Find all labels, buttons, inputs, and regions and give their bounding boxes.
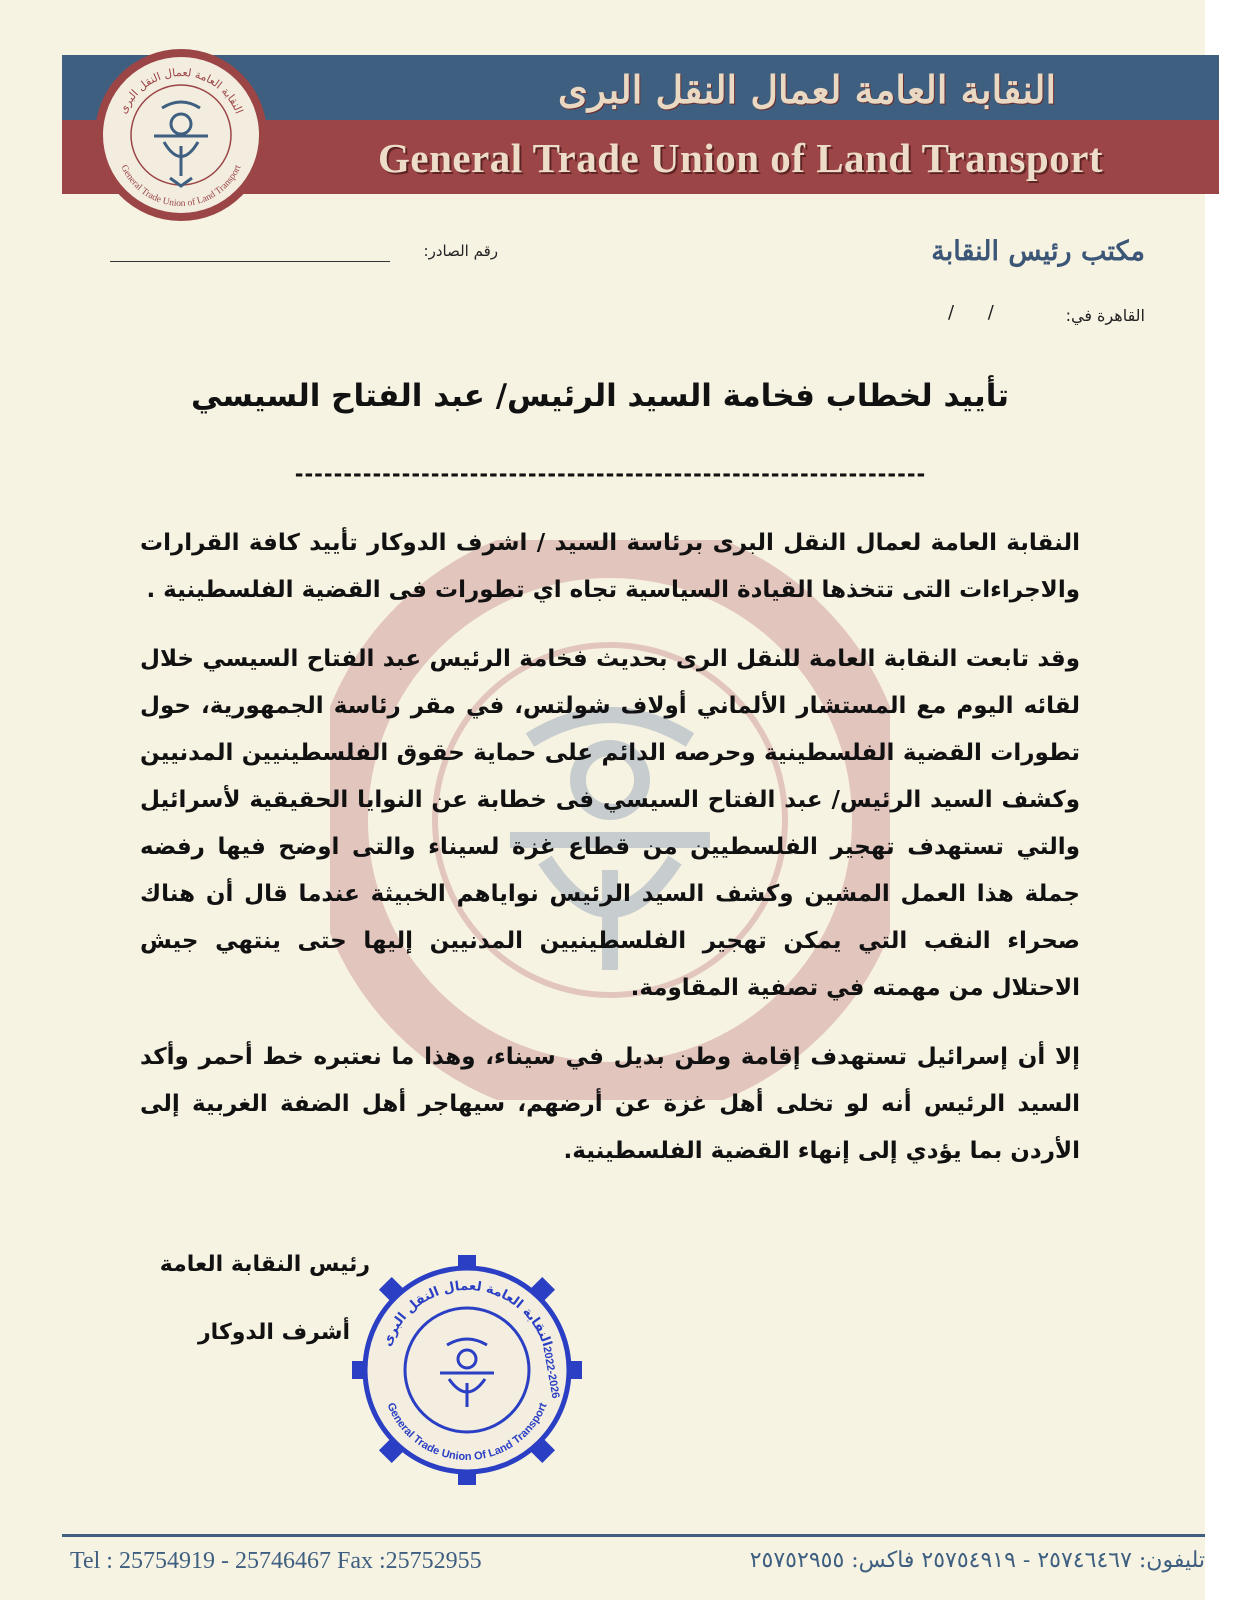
- org-name-arabic: النقابة العامة لعمال النقل البرى: [557, 67, 1056, 112]
- org-name-english: General Trade Union of Land Transport: [378, 135, 1104, 181]
- footer-divider: [62, 1534, 1205, 1537]
- document-title: تأييد لخطاب فخامة السيد الرئيس/ عبد الفتاح السيسي: [191, 378, 1009, 414]
- footer-contact-arabic: تليفون: ٢٥٧٤٦٤٦٧ - ٢٥٧٥٤٩١٩ فاكس: ٢٥٧٥٢٩٥٥: [749, 1548, 1205, 1573]
- footer-contact-english: Tel : 25754919 - 25746467 Fax :25752955: [70, 1548, 482, 1574]
- body-paragraph-1: النقابة العامة لعمال النقل البرى برئاسة السيد / اشرف الدوكار تأييد كافة القرارات والاجراءات التى تتخذها القيادة السياسية تجاه اي تطورات فى القضية الفلسطينية .: [140, 530, 1080, 603]
- page-edge: [1205, 0, 1236, 1600]
- reference-number-label: رقم الصادر:: [423, 242, 498, 260]
- logo-ring-text-en: General Trade Union of Land Transport: [118, 163, 244, 210]
- body-paragraph-2: وقد تابعت النقابة العامة للنقل الرى بحديث فخامة الرئيس عبد الفتاح السيسي خلال لقائه اليوم مع المستشار الألماني أولاف شولتس، في مقر رئاسة الجمهورية، حول تطورات القضية الفلسطينية وحرصه الدائم على حماية حقوق الفلسطينيين المدنيين وكشف السيد الرئيس/ عبد الفتاح السيسي فى خطابة عن النوايا الحقيقية لأسرائيل والتي تستهدف تهجير الفلسطيين من قطاع غزة لسيناء والتى اوضح فيها رفضه جملة هذا العمل المشين وكشف السيد الرئيس نواياهم الخبيثة عندما قال أن هناك صحراء النقب التي يمكن تهجير الفلسطينيين المدنيين إليها حتى ينتهي جيش الاحتلال من مهمته في تصفية المقاومة.: [140, 646, 1080, 1001]
- date-label: القاهرة في:: [1065, 306, 1145, 325]
- official-stamp: [352, 1255, 582, 1485]
- logo-ring-text-ar: النقابة العامة لعمال النقل البرى: [116, 65, 246, 116]
- letter-body: [140, 520, 1080, 1197]
- body-paragraph-3: إلا أن إسرائيل تستهدف إقامة وطن بديل في سيناء، وهذا ما نعتبره خط أحمر وأكد السيد الرئيس أنه لو تخلى أهل غزة عن أرضهم، سيهاجر أهل الضفة الغربية إلى الأردن بما يؤدي إلى إنهاء القضية الفلسطينية.: [140, 1044, 1080, 1164]
- stamp-text-en: General Trade Union Of Land Transport: [384, 1401, 550, 1464]
- office-title: مكتب رئيس النقابة: [931, 236, 1145, 267]
- stamp-years: 2022-2026: [540, 1345, 562, 1400]
- signatory-name: أشرف الدوكار: [198, 1320, 350, 1345]
- stamp-text-ar: النقابة العامة لعمال النقل البرى: [379, 1278, 555, 1349]
- signatory-title: رئيس النقابة العامة: [159, 1252, 370, 1277]
- date-value: / /: [948, 302, 994, 323]
- union-logo: [92, 46, 270, 224]
- title-divider: -----------------------------------------------------------------: [294, 462, 927, 486]
- reference-number-line: [110, 261, 390, 262]
